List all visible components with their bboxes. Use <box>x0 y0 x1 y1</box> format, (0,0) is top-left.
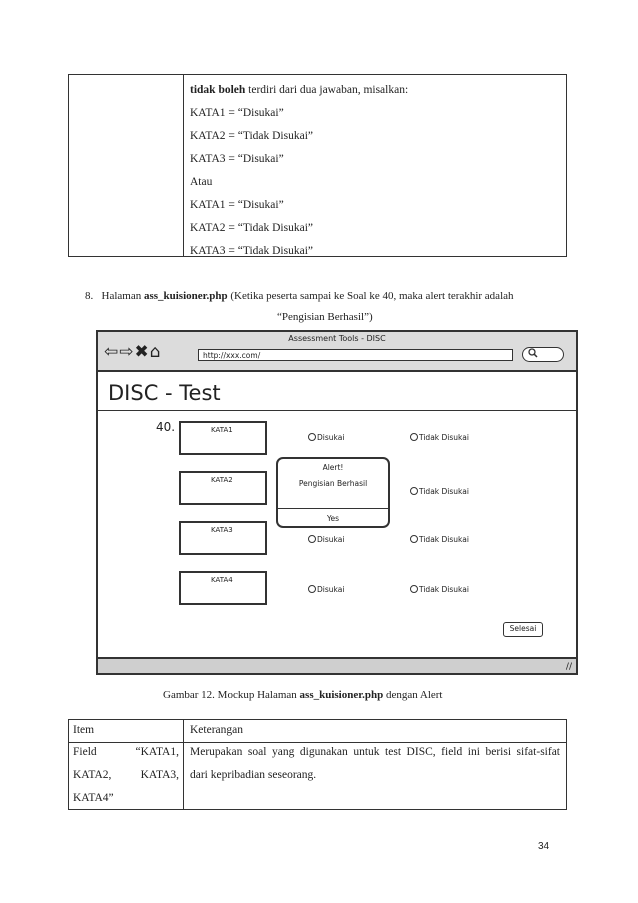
item-prefix: Halaman <box>101 290 144 302</box>
item-line <box>73 746 179 758</box>
table-column-divider <box>183 720 184 809</box>
line-text: Atau <box>190 176 213 188</box>
line-text: KATA1 = “Disukai” <box>190 199 284 211</box>
figure-caption <box>163 689 442 701</box>
header-item: Item <box>73 724 95 736</box>
option-label: Tidak Disukai <box>419 585 469 594</box>
item-word: “KATA1, <box>135 746 179 758</box>
alert-yes-button[interactable]: Yes <box>326 514 340 523</box>
alert-message: Pengisian Berhasil <box>298 479 368 488</box>
radio-disukai[interactable] <box>308 535 344 544</box>
browser-mockup <box>96 330 578 675</box>
search-icon <box>528 348 538 358</box>
line-text: KATA3 = “Disukai” <box>190 153 284 165</box>
radio-tidak-disukai[interactable] <box>410 585 469 594</box>
radio-circle-icon <box>308 535 316 543</box>
description-line: Merupakan soal yang digunakan untuk test DISC, field ini berisi sifat-sifat <box>190 746 560 758</box>
line-text: KATA2 = “Tidak Disukai” <box>190 222 314 234</box>
caption-prefix: Gambar 12. Mockup Halaman <box>163 689 300 701</box>
finish-button[interactable]: Selesai <box>503 622 543 637</box>
alert-divider <box>278 508 388 509</box>
alert-dialog <box>276 457 390 528</box>
line-text: KATA2 = “Tidak Disukai” <box>190 130 314 142</box>
radio-disukai[interactable] <box>308 585 344 594</box>
criteria-line <box>190 194 408 217</box>
item-8-line2: “Pengisian Berhasil”) <box>277 311 373 323</box>
radio-tidak-disukai[interactable] <box>410 433 469 442</box>
kata-box <box>179 471 267 505</box>
kata-label: KATA3 <box>211 526 233 534</box>
option-label: Tidak Disukai <box>419 535 469 544</box>
option-label: Disukai <box>317 535 345 544</box>
item-line <box>73 769 179 781</box>
radio-circle-icon <box>410 487 418 495</box>
line-text: KATA1 = “Disukai” <box>190 107 284 119</box>
option-label: Tidak Disukai <box>419 433 469 442</box>
radio-circle-icon <box>308 433 316 441</box>
table-column-divider <box>183 75 184 256</box>
caption-suffix: dengan Alert <box>383 689 443 701</box>
criteria-line <box>190 148 408 171</box>
item-word: KATA2, <box>73 769 112 781</box>
emphasis-text: tidak boleh <box>190 84 246 96</box>
header-description: Keterangan <box>190 724 243 736</box>
item-line: KATA4” <box>73 792 114 804</box>
resize-grip-icon[interactable]: // <box>565 662 572 672</box>
radio-disukai[interactable] <box>308 433 344 442</box>
radio-circle-icon <box>308 585 316 593</box>
magnifier-icon[interactable] <box>522 347 564 362</box>
radio-tidak-disukai[interactable] <box>410 487 469 496</box>
field-table <box>68 719 567 810</box>
kata-box <box>179 521 267 555</box>
browser-titlebar <box>98 332 576 372</box>
item-8-paragraph <box>85 290 514 302</box>
option-label: Disukai <box>317 585 345 594</box>
item-file-name: ass_kuisioner.php <box>143 290 228 302</box>
criteria-line <box>190 79 408 102</box>
caption-file-name: ass_kuisioner.php <box>299 689 384 701</box>
kata-label: KATA2 <box>211 476 233 484</box>
table-header-divider <box>69 742 566 743</box>
alert-title: Alert! <box>322 463 344 472</box>
line-text: terdiri dari dua jawaban, misalkan: <box>245 84 409 96</box>
browser-statusbar <box>98 657 576 673</box>
heading-divider <box>98 410 576 411</box>
criteria-lines <box>190 79 408 263</box>
kata-box <box>179 571 267 605</box>
criteria-line <box>190 102 408 125</box>
radio-circle-icon <box>410 535 418 543</box>
item-description: (Ketika peserta sampai ke Soal ke 40, maka alert terakhir adalah <box>227 290 514 302</box>
item-number: 8. <box>85 290 94 302</box>
window-title: Assessment Tools - DISC <box>288 334 386 343</box>
item-word: Field <box>73 746 97 758</box>
line-text: KATA3 = “Tidak Disukai” <box>190 245 314 257</box>
page-number: 34 <box>538 841 550 852</box>
criteria-line <box>190 125 408 148</box>
criteria-line <box>190 217 408 240</box>
criteria-line <box>190 240 408 263</box>
radio-circle-icon <box>410 433 418 441</box>
nav-icons[interactable]: ⇦⇨✖⌂ <box>104 342 162 362</box>
radio-tidak-disukai[interactable] <box>410 535 469 544</box>
kata-box <box>179 421 267 455</box>
radio-circle-icon <box>410 585 418 593</box>
item-word: KATA3, <box>140 769 179 781</box>
question-number: 40. <box>156 420 176 434</box>
kata-label: KATA1 <box>211 426 233 434</box>
kata-label: KATA4 <box>211 576 233 584</box>
description-line: dari kepribadian seseorang. <box>190 769 317 781</box>
url-bar[interactable]: http://xxx.com/ <box>198 349 513 361</box>
option-label: Disukai <box>317 433 345 442</box>
criteria-table <box>68 74 567 257</box>
option-label: Tidak Disukai <box>419 487 469 496</box>
page-heading: DISC - Test <box>108 381 221 405</box>
criteria-line <box>190 171 408 194</box>
